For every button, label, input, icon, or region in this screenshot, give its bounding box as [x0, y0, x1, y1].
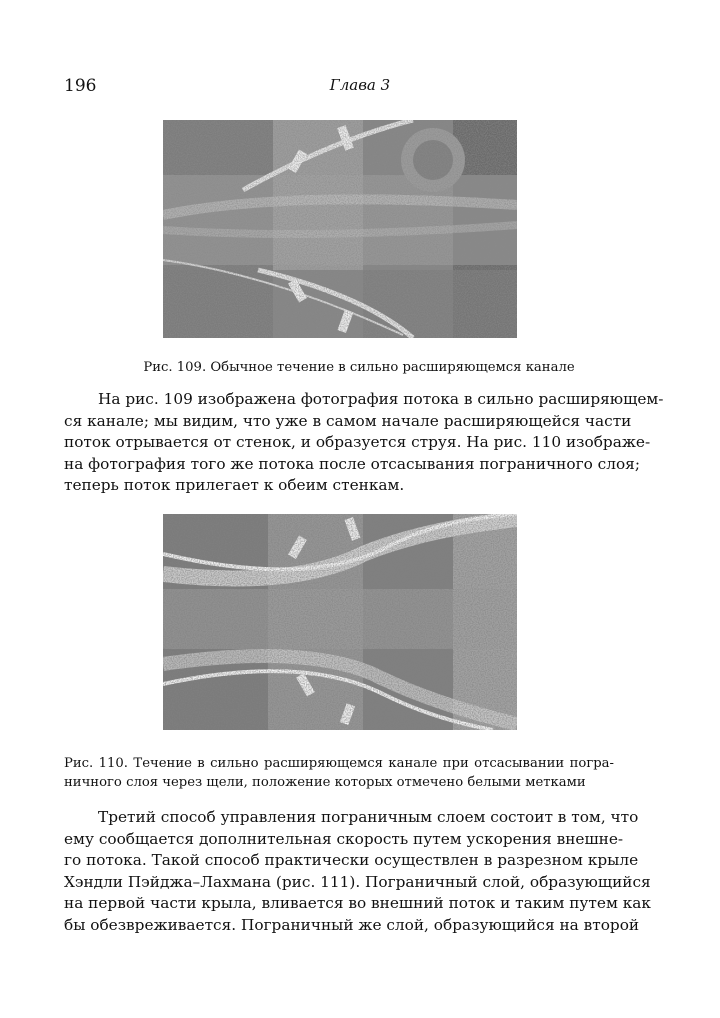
figure-110-caption	[64, 754, 614, 792]
page-number: 196	[64, 76, 97, 96]
caption-line: ничного слоя через щели, положение которых отмечено белыми метками	[64, 775, 586, 790]
paragraph-line: Хэндли Пэйджа–Лахмана (рис. 111). Пограничный слой, образующийся	[64, 872, 651, 891]
figure-109-photo	[163, 120, 517, 338]
paragraph-line: бы обезвреживается. Пограничный же слой, образующийся на второй	[64, 915, 640, 934]
figure-109-caption: Рис. 109. Обычное течение в сильно расширяющемся канале	[143, 360, 575, 375]
paragraph-line: поток отрывается от стенок, и образуется струя. На рис. 110 изображе-	[64, 433, 651, 451]
paragraph-line: на первой части крыла, вливается во внешний поток и таким путем как	[64, 894, 651, 912]
paragraph-line: го потока. Такой способ практически осуществлен в разрезном крыле	[64, 851, 639, 869]
paragraph-line: ему сообщается дополнительная скорость путем ускорения внешне-	[64, 829, 624, 848]
paragraph-line: теперь поток прилегает к обеим стенкам.	[64, 476, 405, 494]
caption-line: Рис. 110. Течение в сильно расширяющемся канале при отсасывании погра-	[64, 756, 614, 771]
paragraph-line: Третий способ управления пограничным слоем состоит в том, что	[98, 808, 639, 826]
figure-110-photo	[163, 514, 517, 730]
running-head: Глава 3	[329, 76, 391, 94]
paragraph-line: ся канале; мы видим, что уже в самом начале расширяющейся части	[64, 411, 632, 430]
paragraph-2	[64, 807, 651, 936]
paragraph-line: На рис. 109 изображена фотография потока в сильно расширяющем-	[98, 390, 664, 408]
paragraph-line: на фотография того же потока после отсасывания пограничного слоя;	[64, 454, 640, 473]
paragraph-1	[64, 389, 664, 497]
